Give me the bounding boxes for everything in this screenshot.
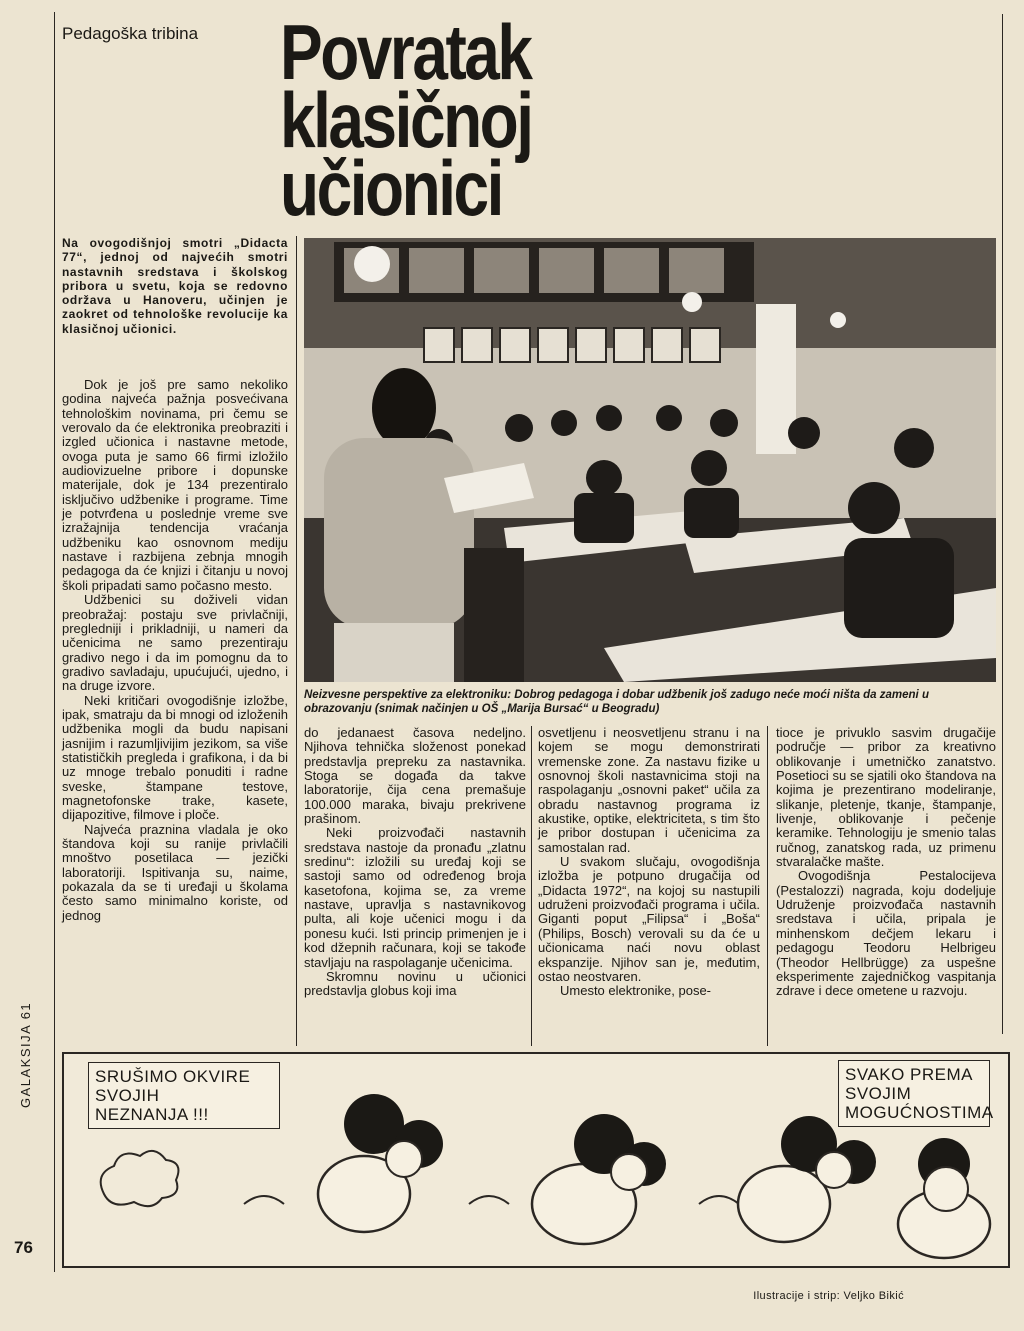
bubble-line: SRUŠIMO OKVIRE	[95, 1067, 251, 1086]
bubble-line: MOGUĆNOSTIMA	[845, 1103, 994, 1122]
page-number: 76	[14, 1238, 33, 1257]
column-rule-1	[296, 236, 297, 1046]
headline	[280, 8, 739, 232]
column-rule-2	[531, 726, 532, 1046]
paragraph: Neki kritičari ovogodišnje izložbe, ipak, smatraju da bi mnogi od izloženih udžbenika mogli da budu napisani jasnijim i razumljivijim jezikom, sa više statističkih pregleda i grafikona, i da bi uz mnoge trebalo ponuditi i radne sveske, štampane testove, magnetofonske trake, kasete, dijapozitive, filmove i ploče.	[62, 692, 288, 823]
section-label: Pedagoška tribina	[62, 24, 199, 43]
paragraph: Ovogodišnja Pestalocijeva (Pestalozzi) nagrada, koju dodeljuje Udruženje proizvođača nastavnih sredstava i učila, pripala je minhenskom dečjem lekaru i pedagogu Teodoru Helbrigeu (Theodor Hellbrügge) za uspešne eksperimente zajedničkog vaspitanja zdrave i dece ometene u razvoju.	[776, 868, 996, 999]
photo-caption: Neizvesne perspektive za elektroniku: Dobrog pedagoga i dobar udžbenik još zadugo neće moći ništa da zameni u obrazovanju (snimak načinjen u OŠ „Marija Bursać“ u Beogradu)	[304, 689, 929, 715]
article-column-3	[538, 726, 760, 999]
right-margin-rule	[1002, 14, 1003, 1034]
bubble-line: SVOJIM	[845, 1084, 912, 1103]
illustration-credit: Ilustracije i strip: Veljko Bikić	[753, 1290, 904, 1302]
paragraph: tioce je privuklo sasvim drugačije područje — pribor za kreativno oblikovanje i umetničko zanatstvo. Posetioci su se sjatili oko štandova na kojima je prezentirano modeliranje, slikanje, pletenje, tkanje, štampanje, livenje, oblikovanje i pečenje keramike. Tehnologiju je smenio talas ručnog, zanatskog rada, uz primenu stvaralačke mašte.	[776, 725, 996, 870]
comic-strip	[62, 1052, 1010, 1268]
paragraph: Umesto elektronike, pose-	[560, 983, 712, 999]
headline-line-1: Povratak	[280, 8, 531, 96]
left-margin-rule	[54, 12, 55, 1272]
paragraph: U svakom slučaju, ovogodišnja izložba je potpuno drugačija od „Didacta 1972“, na kojoj su nastupili udruženi proizvođači programa i učila. Giganti poput „Filipsa“ i „Boša“ (Philips, Bosch) verovali su da će u učionicama naći novu oblast ekspanzije. Njihov san je, međutim, ostao neostvaren.	[538, 854, 760, 984]
bubble-line: NEZNANJA !!!	[95, 1105, 209, 1124]
paragraph: Najveća praznina vladala je oko štandova koji su ranije privlačili mnoštvo posetilaca — jezički laboratoriji. Ispitivanja su, naime, pokazala da se ti uređaji u školama često samo minimalno koriste, od jednog	[62, 821, 288, 923]
paragraph: Udžbenici su doživeli vidan preobražaj: postaju sve privlačniji, pregledniji i prikladniji, u nameri da učenicima ne samo prezentiraju gradivo nego i da im pomognu da to gradivo savladaju, upućujući, ujedno, i na druge izvore.	[62, 592, 288, 694]
bubble-line: SVOJIH	[95, 1086, 160, 1105]
paragraph: Dok je još pre samo nekoliko godina najveća pažnja posvećivana tehnološkim novinama, pri čemu se verovalo da će elektronika preobraziti i izgled učionica i nastavne metode, ovoga puta je samo 66 firmi izložilo audiovizuelne pribore i dopunske materijale, dok je 134 prezentiralo isključivo udžbenike i programe. Time je potvrđena u poslednje vreme sve izražajnija tendencija vraćanja udžbeniku kao osnovnom mediju nastave i razbijena zebnja mnogih pedagoga da će knjizi i čitanju u novoj školi pripadati samo počasno mesto.	[62, 377, 288, 593]
paragraph: osvetljenu i neosvetljenu stranu i na kojem se mogu demonstrirati vremenske zone. Za nastavu fizike u osnovnoj školi nastavnicima stoji na raspolaganju „osnovni paket“ učila za obradu nastavnog programa iz akustike, optike, elektriciteta, s tim što je pribor dostupan i učenicima za samostalan rad.	[538, 725, 760, 855]
lead-paragraph: Na ovogodišnjoj smotri „Didacta 77“, jednoj od najvećih smotri nastavnih sredstava i školskog pribora u svetu, koja se redovno održava u Hanoveru, učinjen je zaokret od tehnološke revolucije ka klasičnoj učionici.	[62, 236, 288, 336]
paragraph: Skromnu novinu u učionici predstavlja globus koji ima	[304, 968, 526, 999]
headline-line-2: klasičnoj učionici	[280, 76, 532, 232]
article-column-1	[62, 378, 288, 923]
paragraph: Neki proizvođači nastavnih sredstava nastoje da pronađu „zlatnu sredinu“: izložili su uređaj koji se sastoji samo od određenog broja kasetofona, kojima se, za vreme nastave, upravlja s nastavnikovog pulta, ali koje učenici mogu i da ponesu kući. Isti princip primenjen je i kod džepnih računara, koji se takođe stavljaju na raspolaganje učenicima.	[304, 825, 526, 970]
magazine-name: GALAKSIJA 61	[18, 1001, 33, 1108]
classroom-photo	[304, 238, 996, 682]
column-rule-3	[767, 726, 768, 1046]
bubble-line: SVAKO PREMA	[845, 1065, 973, 1084]
comic-illustration	[64, 1054, 1004, 1262]
paragraph: do jedanaest časova nedeljno. Njihova tehnička složenost ponekad predstavlja prepreku za nastavnika. Stoga se događa da takve laboratorije, čija cena premašuje 100.000 maraka, bivaju prekrivene prašinom.	[304, 725, 526, 827]
classroom-illustration	[304, 238, 996, 682]
article-column-2	[304, 726, 526, 999]
article-column-4	[776, 726, 996, 999]
